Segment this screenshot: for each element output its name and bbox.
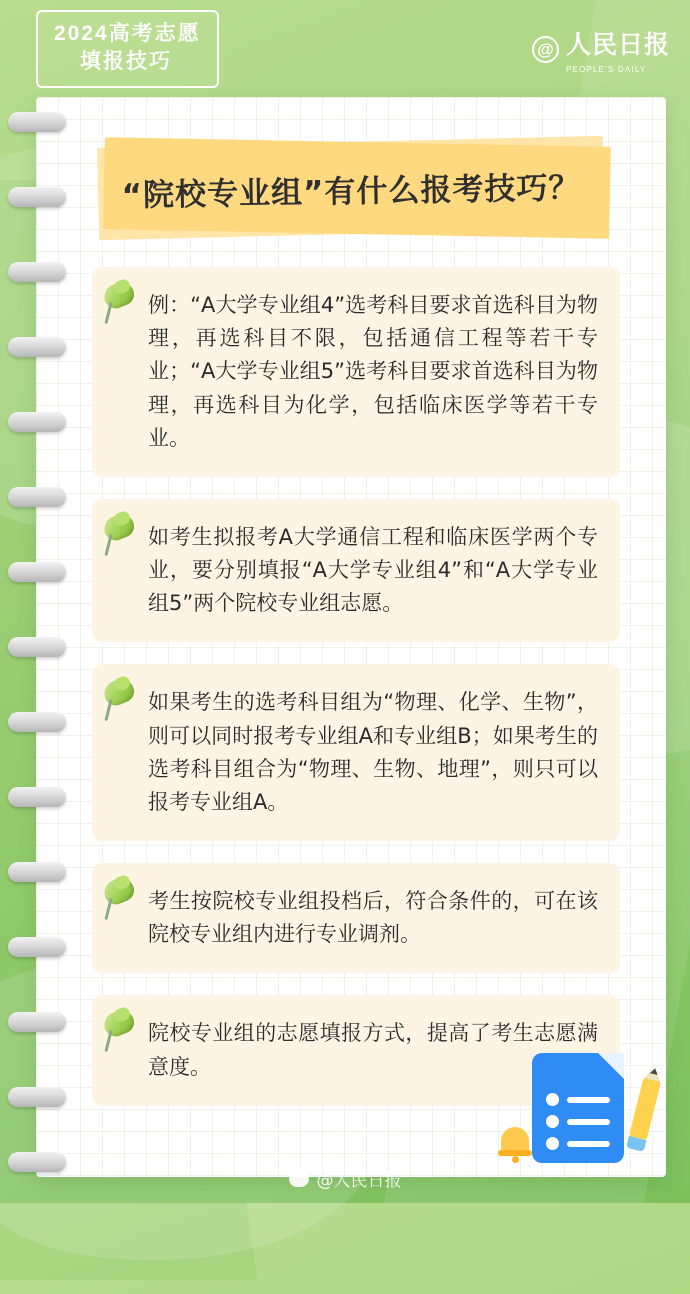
brand-text — [566, 25, 670, 74]
content-block-text: 如果考生的选考科目组为“物理、化学、生物”，则可以同时报考专业组A和专业组B；如果考生的选考科目组合为“物理、生物、地理”，则只可以报考专业组A。 — [148, 690, 598, 814]
content-block-text: 院校专业组的志愿填报方式，提高了考生志愿满意度。 — [148, 1021, 598, 1079]
page-title — [36, 10, 219, 89]
page-title-line2: 填报技巧 — [80, 50, 172, 73]
page-title-line1: 2024高考志愿 — [54, 21, 201, 45]
content-block-text: 考生按院校专业组投档后，符合条件的，可在该院校专业组内进行专业调剂。 — [148, 889, 598, 947]
page-header — [0, 14, 690, 84]
headline-banner — [98, 142, 604, 234]
content-block — [92, 267, 620, 477]
pencil-icon — [626, 1066, 664, 1152]
content-block-text: 如考生拟报考A大学通信工程和临床医学两个专业，要分别填报“A大学专业组4”和“A大学专业组5”两个院校专业组志愿。 — [148, 524, 598, 616]
pushpin-icon — [98, 511, 142, 559]
pushpin-icon — [98, 875, 142, 923]
paper-sheet — [36, 97, 666, 1177]
brand-logo — [532, 25, 670, 74]
bell-icon — [498, 1123, 532, 1161]
brand-name-cn: 人民日报 — [565, 29, 670, 59]
content-block — [92, 499, 620, 643]
pushpin-icon — [98, 676, 142, 724]
at-icon: @ — [532, 36, 559, 63]
footer-handle: @人民日报 — [316, 1170, 402, 1191]
checklist-icon — [532, 1053, 624, 1163]
content-block — [92, 863, 620, 973]
weibo-icon — [289, 1170, 309, 1187]
headline-text: “院校专业组”有什么报考技巧？ — [121, 169, 581, 214]
spiral-binding — [8, 112, 70, 1177]
pushpin-icon — [98, 279, 142, 327]
brand-name-en: PEOPLE'S DAILY — [565, 64, 647, 74]
content-block — [92, 664, 620, 841]
clipboard-illustration — [496, 1023, 656, 1173]
content-blocks — [92, 267, 620, 1128]
pushpin-icon — [98, 1007, 142, 1055]
footer — [0, 1163, 690, 1193]
content-block-text: 例：“A大学专业组4”选考科目要求首选科目为物理，再选科目不限，包括通信工程等若干专业；“A大学专业组5”选考科目要求首选科目为物理，再选科目为化学，包括临床医学等若干专业。 — [148, 293, 598, 450]
